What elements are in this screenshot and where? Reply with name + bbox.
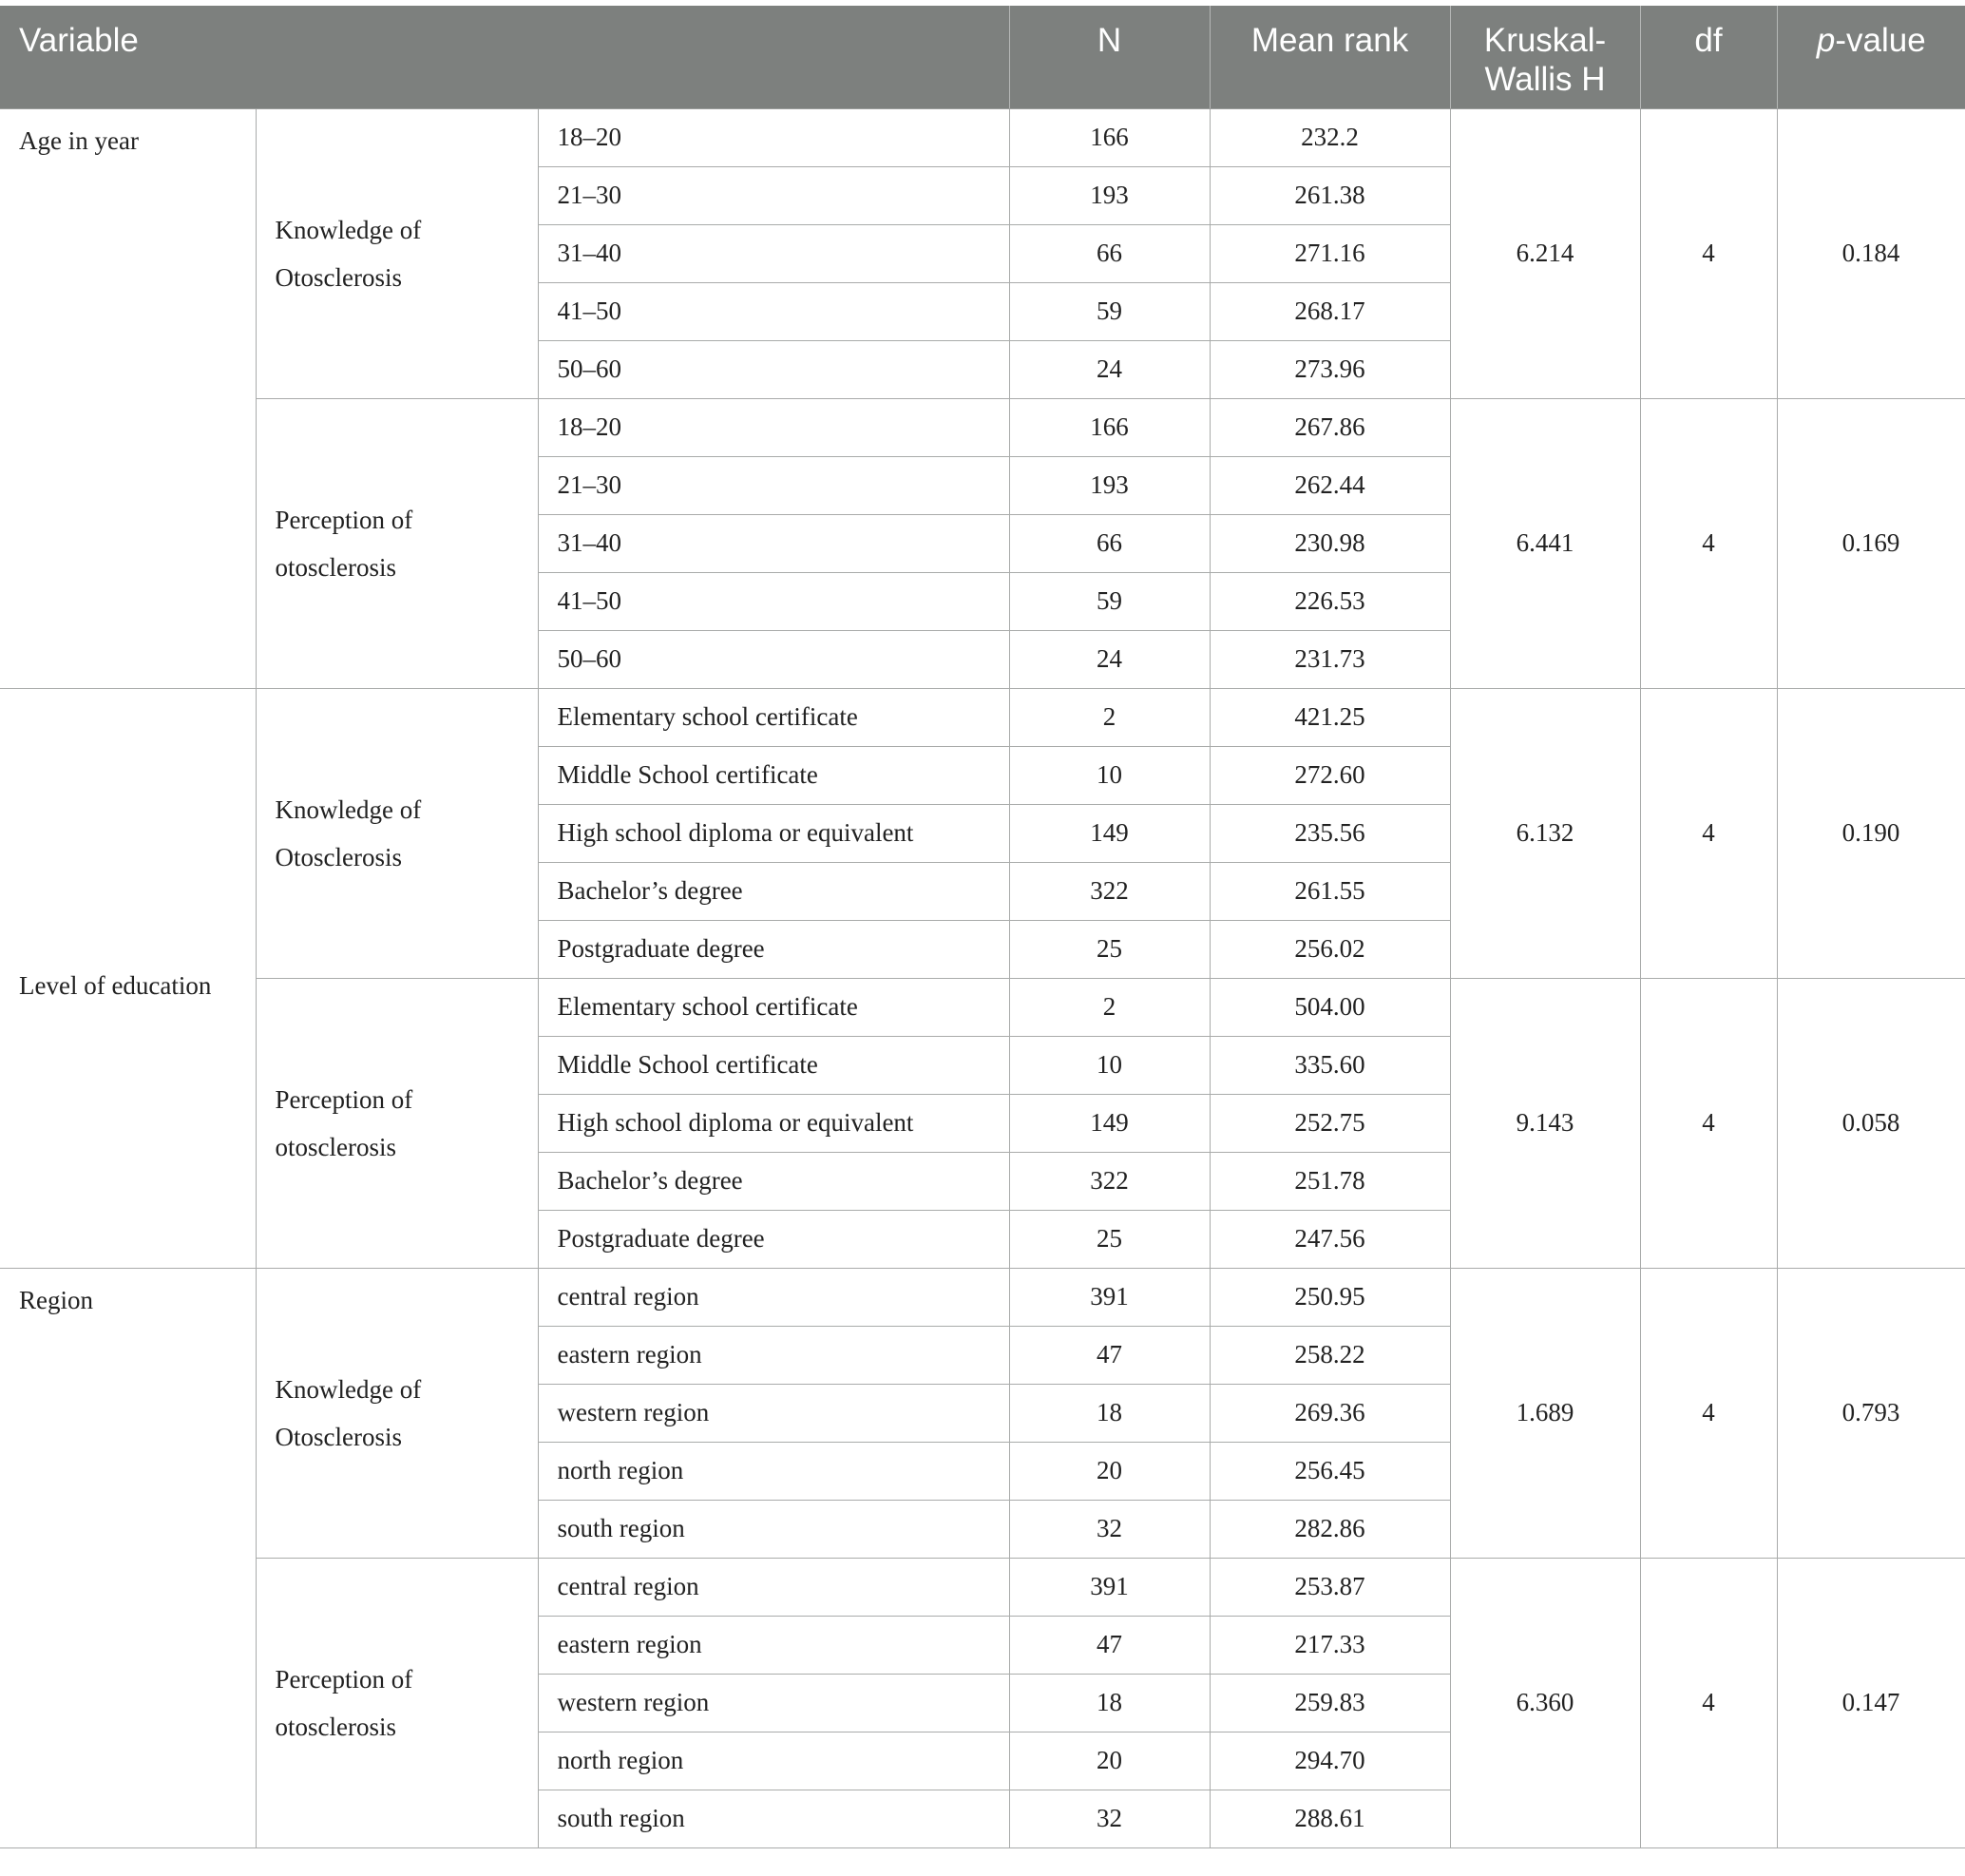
measure-label-line2: otosclerosis [275,552,396,582]
mean-rank-cell: 251.78 [1210,1152,1450,1210]
kruskal-wallis-h-cell: 9.143 [1450,978,1640,1268]
category-cell: Middle School certificate [538,1036,1009,1094]
mean-rank-cell: 269.36 [1210,1384,1450,1442]
df-cell: 4 [1640,398,1777,688]
n-cell: 32 [1009,1790,1210,1847]
header-kw-line2: Wallis H [1484,61,1606,98]
header-n: N [1009,6,1210,108]
table-row [0,1268,1965,1326]
measure-cell [256,108,538,398]
n-cell: 18 [1009,1384,1210,1442]
kruskal-wallis-h-cell: 6.214 [1450,108,1640,398]
category-cell: eastern region [538,1616,1009,1674]
n-cell: 25 [1009,920,1210,978]
p-value-cell: 0.058 [1777,978,1965,1268]
category-cell: eastern region [538,1326,1009,1384]
mean-rank-cell: 256.45 [1210,1442,1450,1500]
mean-rank-cell: 226.53 [1210,572,1450,630]
n-cell: 32 [1009,1500,1210,1558]
mean-rank-cell: 268.17 [1210,282,1450,340]
category-cell: Postgraduate degree [538,920,1009,978]
n-cell: 66 [1009,514,1210,572]
measure-label-line2: otosclerosis [275,1132,396,1161]
measure-label-line1: Perception of [275,1084,413,1114]
n-cell: 149 [1009,1094,1210,1152]
n-cell: 18 [1009,1674,1210,1732]
measure-label-line1: Perception of [275,505,413,534]
category-cell: 18–20 [538,108,1009,166]
n-cell: 166 [1009,398,1210,456]
n-cell: 10 [1009,1036,1210,1094]
table-row [0,1558,1965,1616]
p-value-cell: 0.184 [1777,108,1965,398]
header-p-italic: p [1816,22,1836,59]
n-cell: 391 [1009,1268,1210,1326]
results-table-container [0,6,1965,1848]
n-cell: 47 [1009,1326,1210,1384]
header-mean-rank: Mean rank [1210,6,1450,108]
mean-rank-cell: 258.22 [1210,1326,1450,1384]
table-row [0,688,1965,746]
mean-rank-cell: 267.86 [1210,398,1450,456]
header-kw-line1: Kruskal- [1483,22,1607,59]
kruskal-wallis-h-cell: 6.360 [1450,1558,1640,1847]
mean-rank-cell: 231.73 [1210,630,1450,688]
table-row [0,398,1965,456]
mean-rank-cell: 272.60 [1210,746,1450,804]
category-cell: north region [538,1442,1009,1500]
category-cell: Bachelor’s degree [538,862,1009,920]
df-cell: 4 [1640,978,1777,1268]
measure-label-line2: Otosclerosis [275,262,402,292]
measure-label-line1: Knowledge of [275,794,422,824]
category-cell: 41–50 [538,572,1009,630]
mean-rank-cell: 421.25 [1210,688,1450,746]
variable-cell: Level of education [0,688,256,1268]
header-p-suffix: -value [1835,22,1926,59]
n-cell: 193 [1009,456,1210,514]
header-variable: Variable [0,6,1009,108]
category-cell: 21–30 [538,166,1009,224]
df-cell: 4 [1640,688,1777,978]
mean-rank-cell: 235.56 [1210,804,1450,862]
category-cell: Elementary school certificate [538,688,1009,746]
measure-label-line1: Knowledge of [275,215,422,244]
mean-rank-cell: 271.16 [1210,224,1450,282]
measure-cell [256,978,538,1268]
mean-rank-cell: 232.2 [1210,108,1450,166]
df-cell: 4 [1640,1558,1777,1847]
n-cell: 24 [1009,340,1210,398]
n-cell: 166 [1009,108,1210,166]
n-cell: 10 [1009,746,1210,804]
measure-cell [256,1268,538,1558]
measure-label-line1: Knowledge of [275,1374,422,1404]
mean-rank-cell: 504.00 [1210,978,1450,1036]
mean-rank-cell: 262.44 [1210,456,1450,514]
category-cell: 41–50 [538,282,1009,340]
mean-rank-cell: 259.83 [1210,1674,1450,1732]
mean-rank-cell: 247.56 [1210,1210,1450,1268]
p-value-cell: 0.190 [1777,688,1965,978]
category-cell: Bachelor’s degree [538,1152,1009,1210]
variable-cell: Region [0,1268,256,1847]
n-cell: 391 [1009,1558,1210,1616]
category-cell: western region [538,1674,1009,1732]
category-cell: Postgraduate degree [538,1210,1009,1268]
table-header [0,6,1965,108]
p-value-cell: 0.793 [1777,1268,1965,1558]
mean-rank-cell: 294.70 [1210,1732,1450,1790]
variable-cell: Age in year [0,108,256,688]
table-row [0,108,1965,166]
n-cell: 66 [1009,224,1210,282]
mean-rank-cell: 256.02 [1210,920,1450,978]
n-cell: 59 [1009,282,1210,340]
category-cell: central region [538,1268,1009,1326]
category-cell: Elementary school certificate [538,978,1009,1036]
p-value-cell: 0.169 [1777,398,1965,688]
n-cell: 47 [1009,1616,1210,1674]
category-cell: 18–20 [538,398,1009,456]
header-p-value [1777,6,1965,108]
category-cell: 50–60 [538,340,1009,398]
mean-rank-cell: 253.87 [1210,1558,1450,1616]
header-row [0,6,1965,108]
category-cell: 31–40 [538,224,1009,282]
category-cell: central region [538,1558,1009,1616]
category-cell: High school diploma or equivalent [538,1094,1009,1152]
measure-label-line1: Perception of [275,1664,413,1694]
n-cell: 24 [1009,630,1210,688]
n-cell: 193 [1009,166,1210,224]
n-cell: 20 [1009,1442,1210,1500]
n-cell: 20 [1009,1732,1210,1790]
n-cell: 25 [1009,1210,1210,1268]
category-cell: 50–60 [538,630,1009,688]
measure-label-line2: otosclerosis [275,1712,396,1741]
header-df: df [1640,6,1777,108]
n-cell: 149 [1009,804,1210,862]
measure-cell [256,398,538,688]
mean-rank-cell: 282.86 [1210,1500,1450,1558]
measure-label-line2: Otosclerosis [275,1422,402,1451]
n-cell: 2 [1009,978,1210,1036]
mean-rank-cell: 250.95 [1210,1268,1450,1326]
p-value-cell: 0.147 [1777,1558,1965,1847]
table-row [0,978,1965,1036]
n-cell: 2 [1009,688,1210,746]
mean-rank-cell: 252.75 [1210,1094,1450,1152]
mean-rank-cell: 261.38 [1210,166,1450,224]
n-cell: 322 [1009,1152,1210,1210]
mean-rank-cell: 230.98 [1210,514,1450,572]
df-cell: 4 [1640,1268,1777,1558]
header-kruskal-wallis-h [1450,6,1640,108]
category-cell: 21–30 [538,456,1009,514]
kruskal-wallis-h-cell: 6.441 [1450,398,1640,688]
category-cell: south region [538,1790,1009,1847]
category-cell: High school diploma or equivalent [538,804,1009,862]
mean-rank-cell: 217.33 [1210,1616,1450,1674]
n-cell: 322 [1009,862,1210,920]
measure-cell [256,1558,538,1847]
kruskal-wallis-h-cell: 1.689 [1450,1268,1640,1558]
kruskal-wallis-h-cell: 6.132 [1450,688,1640,978]
category-cell: south region [538,1500,1009,1558]
table-body [0,108,1965,1847]
category-cell: western region [538,1384,1009,1442]
mean-rank-cell: 261.55 [1210,862,1450,920]
kruskal-wallis-table [0,6,1965,1848]
category-cell: north region [538,1732,1009,1790]
n-cell: 59 [1009,572,1210,630]
mean-rank-cell: 273.96 [1210,340,1450,398]
mean-rank-cell: 335.60 [1210,1036,1450,1094]
measure-label-line2: Otosclerosis [275,842,402,871]
measure-cell [256,688,538,978]
category-cell: 31–40 [538,514,1009,572]
df-cell: 4 [1640,108,1777,398]
mean-rank-cell: 288.61 [1210,1790,1450,1847]
category-cell: Middle School certificate [538,746,1009,804]
